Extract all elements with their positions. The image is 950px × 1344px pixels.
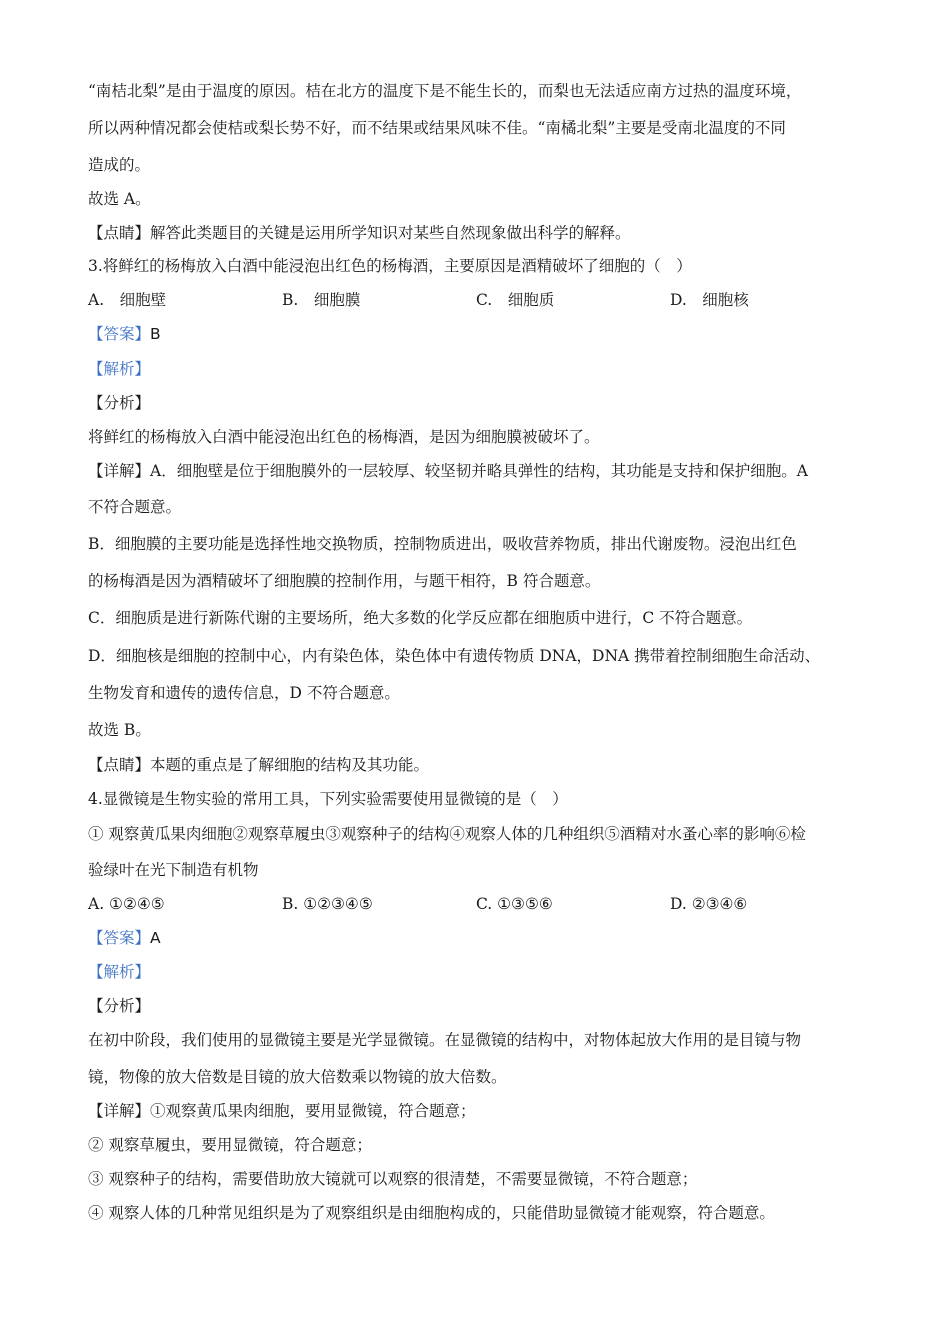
q4-fenxi-tag: 【分析】: [88, 997, 151, 1015]
q3-fenxi-tag: 【分析】: [88, 394, 151, 412]
q3-option-d: D. 细胞核: [670, 291, 749, 309]
q4-option-d: D. ②③④⑥: [670, 895, 748, 913]
text-line: 所以两种情况都会使桔或梨长势不好，而不结果或结果风味不佳。“南橘北梨”主要是受南北温度的不同: [88, 119, 786, 137]
text-line: ① 观察黄瓜果肉细胞②观察草履虫③观察种子的结构④观察人体的几种组织⑤酒精对水蚤心率的影响⑥检: [88, 825, 806, 843]
q4-analysis-tag: 【解析】: [88, 963, 151, 981]
text-line: “南桔北梨”是由于温度的原因。桔在北方的温度下是不能生长的，而梨也无法适应南方过热的温度环境，: [88, 82, 802, 100]
q3-option-b: B. 细胞膜: [282, 291, 361, 309]
text-line: ② 观察草履虫，要用显微镜，符合题意；: [88, 1136, 372, 1154]
text-line: B．细胞膜的主要功能是选择性地交换物质，控制物质进出，吸收营养物质，排出代谢废物。浸泡出红色: [88, 535, 797, 553]
text-line: 故选 A。: [88, 190, 151, 208]
question-3-stem: 3.将鲜红的杨梅放入白酒中能浸泡出红色的杨梅酒，主要原因是酒精破坏了细胞的（ ）: [88, 257, 692, 275]
answer-tag: 【答案】: [88, 325, 151, 343]
text-line: 的杨梅酒是因为酒精破坏了细胞膜的控制作用，与题干相符，B 符合题意。: [88, 572, 601, 590]
q4-option-c: C. ①③⑤⑥: [476, 895, 553, 913]
tip-line: 【点睛】解答此类题目的关键是运用所学知识对某些自然现象做出科学的解释。: [88, 224, 631, 242]
text-line: 【详解】①观察黄瓜果肉细胞，要用显微镜，符合题意；: [88, 1102, 476, 1120]
text-line: D．细胞核是细胞的控制中心，内有染色体，染色体中有遗传物质 DNA，DNA 携带着控制细胞生命活动、: [88, 647, 821, 665]
text-line: 在初中阶段，我们使用的显微镜主要是光学显微镜。在显微镜的结构中，对物体起放大作用的是目镜与物: [88, 1031, 802, 1049]
q3-option-a: A. 细胞壁: [88, 291, 167, 309]
q4-answer: [88, 927, 890, 949]
text-line: ③ 观察种子的结构，需要借助放大镜就可以观察的很清楚，不需要显微镜，不符合题意；: [88, 1170, 698, 1188]
tip-line: 【点睛】本题的重点是了解细胞的结构及其功能。: [88, 756, 430, 774]
q3-analysis-tag: 【解析】: [88, 360, 151, 378]
text-line: 【详解】A．细胞壁是位于细胞膜外的一层较厚、较坚韧并略具弹性的结构，其功能是支持和保护细胞。A: [88, 462, 808, 480]
text-line: 生物发育和遗传的遗传信息，D 不符合题意。: [88, 684, 400, 702]
text-line: 将鲜红的杨梅放入白酒中能浸泡出红色的杨梅酒，是因为细胞膜被破坏了。: [88, 428, 600, 446]
text-line: 验绿叶在光下制造有机物: [88, 861, 259, 879]
q4-option-a: A. ①②④⑤: [88, 895, 165, 913]
text-line: ④ 观察人体的几种常见组织是为了观察组织是由细胞构成的，只能借助显微镜才能观察，符合题意。: [88, 1204, 775, 1222]
text-line: 镜，物像的放大倍数是目镜的放大倍数乘以物镜的放大倍数。: [88, 1068, 507, 1086]
q4-option-b: B. ①②③④⑤: [282, 895, 373, 913]
question-4-stem: 4.显微镜是生物实验的常用工具，下列实验需要使用显微镜的是（ ）: [88, 790, 568, 808]
text-line: 不符合题意。: [88, 498, 182, 516]
answer-tag: 【答案】: [88, 929, 151, 947]
text-line: 故选 B。: [88, 721, 151, 739]
q3-answer: [88, 323, 890, 345]
answer-value: A: [150, 929, 161, 947]
q3-option-c: C. 细胞质: [476, 291, 555, 309]
text-line: 造成的。: [88, 156, 151, 174]
answer-value: B: [150, 325, 161, 343]
text-line: C．细胞质是进行新陈代谢的主要场所，绝大多数的化学反应都在细胞质中进行，C 不符合题意。: [88, 609, 753, 627]
